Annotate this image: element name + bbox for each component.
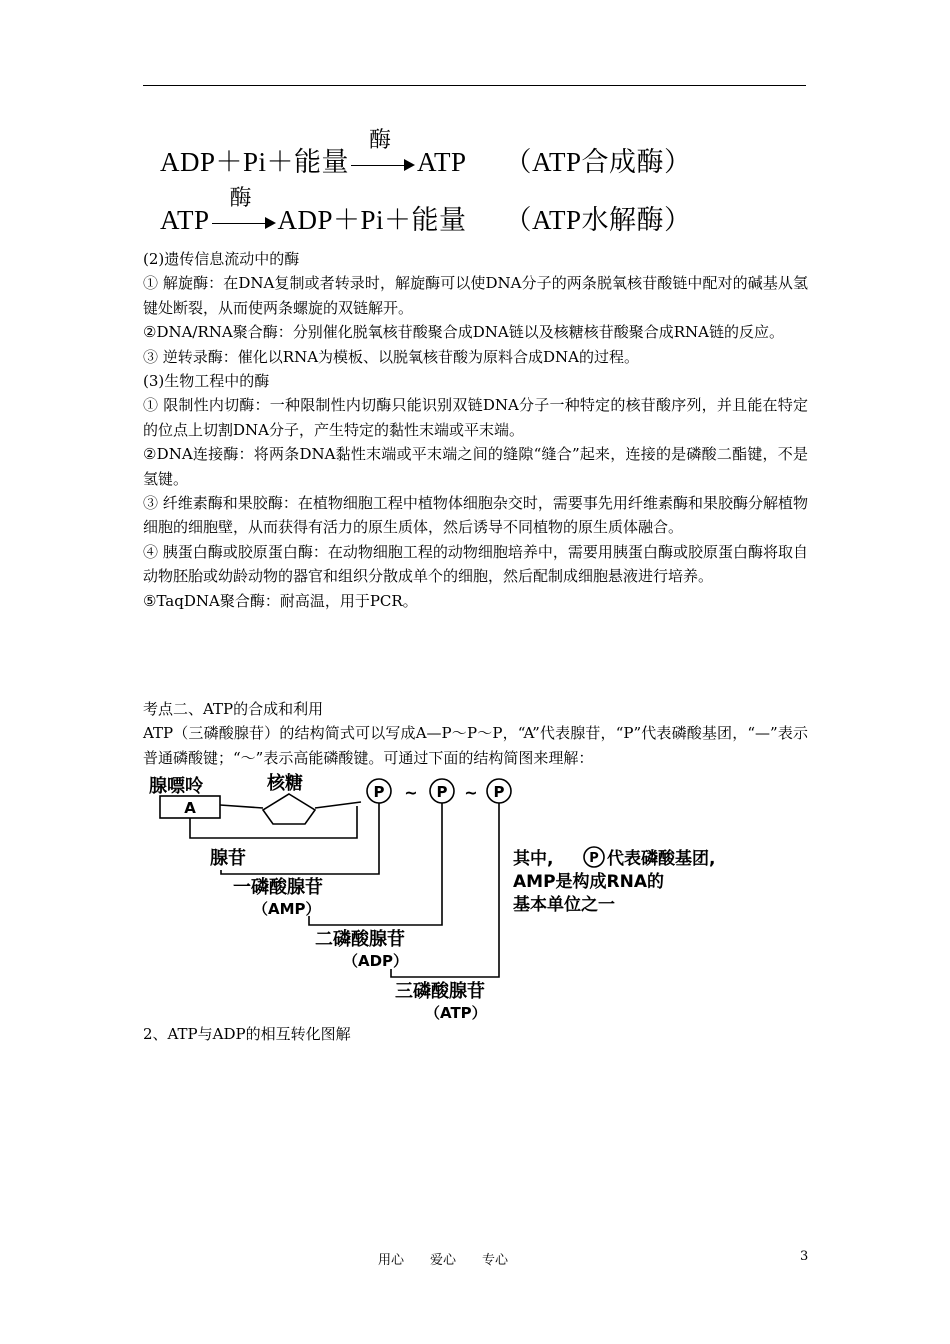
paragraph: ① 解旋酶：在DNA复制或者转录时，解旋酶可以使DNA分子的两条脱氧核苷酸链中配对的碱基从氢键处断裂，从而使两条螺旋的双链解开。 (143, 274, 808, 317)
amp-abbr: （AMP） (253, 900, 321, 918)
header-rule (143, 85, 806, 86)
paragraph: ②DNA/RNA聚合酶：分别催化脱氧核苷酸聚合成DNA链以及核糖核苷酸聚合成RNA链的反应。 (143, 323, 784, 342)
note-phosphate-label: P (589, 851, 599, 866)
section-intro: ATP（三磷酸腺苷）的结构简式可以写成A—P～P～P，“A”代表腺苷，“P”代表磷酸基团，“—”表示普通磷酸键；“～”表示高能磷酸键。可通过下面的结构简图来理解： (143, 724, 808, 767)
atp-bracket (391, 803, 499, 977)
adenine-label: 腺嘌呤 (149, 776, 203, 797)
adp-name: 二磷酸腺苷 (315, 929, 405, 950)
enzyme-paragraphs (143, 247, 808, 613)
note-line-1: 代表磷酸基团, (607, 849, 716, 869)
equation-atp-hydrolysis (160, 184, 692, 237)
phosphate-1-label: P (373, 783, 385, 801)
paragraph: ③ 纤维素酶和果胶酶：在植物细胞工程中植物体细胞杂交时，需要事先用纤维素酶和果胶酶分解植物细胞的细胞壁，从而获得有活力的原生质体，然后诱导不同植物的原生质体融合。 (143, 494, 808, 537)
paragraph: ① 限制性内切酶：一种限制性内切酶只能识别双链DNA分子一种特定的核苷酸序列，并且能在特定的位点上切割DNA分子，产生特定的黏性末端或平末端。 (143, 396, 808, 439)
eq2-products: ADP＋Pi＋能量 (277, 205, 467, 235)
eq1-product: ATP (417, 147, 467, 177)
adenosine-label: 腺苷 (210, 848, 246, 869)
ribose-pentagon (263, 794, 315, 824)
phosphate-3-label: P (493, 783, 505, 801)
adenosine-bracket (190, 806, 357, 838)
paragraph: ③ 逆转录酶：催化以RNA为模板、以脱氧核苷酸为原料合成DNA的过程。 (143, 347, 640, 366)
atp-structure-diagram (143, 772, 843, 1024)
phosphate-2-label: P (436, 783, 448, 801)
tilde-2: ~ (464, 783, 478, 802)
tilde-1: ~ (404, 783, 418, 802)
eq2-arrow (212, 184, 276, 233)
adenine-box-label: A (184, 799, 196, 817)
ribose-label: 核糖 (267, 773, 303, 794)
eq1-enzyme-note: （ATP合成酶） (504, 147, 692, 177)
footer-motto: 用心 爱心 专心 (378, 1253, 509, 1268)
amp-name: 一磷酸腺苷 (233, 877, 323, 898)
eq2-catalyst: 酶 (229, 184, 253, 210)
note-line-2: AMP是构成RNA的 (513, 872, 665, 892)
eq2-enzyme-note: （ATP水解酶） (504, 205, 692, 235)
paragraph: ②DNA连接酶：将两条DNA黏性末端或平末端之间的缝隙“缝合”起来，连接的是磷酸二酯键，不是氢键。 (143, 445, 808, 488)
note-line-3: 基本单位之一 (513, 895, 615, 915)
adp-bracket (309, 803, 442, 925)
adp-abbr: （ADP） (343, 952, 409, 970)
eq2-reactant: ATP (160, 205, 210, 235)
paragraph: (3)生物工程中的酶 (143, 372, 270, 391)
paragraph: (2)遗传信息流动中的酶 (143, 250, 300, 268)
paragraph: ④ 胰蛋白酶或胶原蛋白酶：在动物细胞工程的动物细胞培养中，需要用胰蛋白酶或胶原蛋白酶将取自动物胚胎或幼龄动物的器官和组织分散成单个的细胞，然后配制成细胞悬液进行培养。 (143, 542, 808, 586)
section-atp (143, 697, 808, 770)
page-number: 3 (800, 1249, 809, 1264)
subheading-block (143, 1022, 808, 1046)
eq1-arrow (351, 126, 415, 175)
section-heading: 考点二、ATP的合成和利用 (143, 700, 324, 718)
subheading: 2、ATP与ADP的相互转化图解 (143, 1025, 351, 1043)
equation-atp-synthesis (160, 126, 692, 179)
paragraph: ⑤TaqDNA聚合酶：耐高温，用于PCR。 (143, 591, 418, 610)
note-line-1-prefix: 其中, (513, 849, 554, 869)
atp-abbr: （ATP） (425, 1004, 487, 1022)
atp-name: 三磷酸腺苷 (395, 981, 485, 1002)
eq1-catalyst: 酶 (369, 126, 392, 152)
eq1-reactants: ADP＋Pi＋能量 (160, 147, 350, 177)
